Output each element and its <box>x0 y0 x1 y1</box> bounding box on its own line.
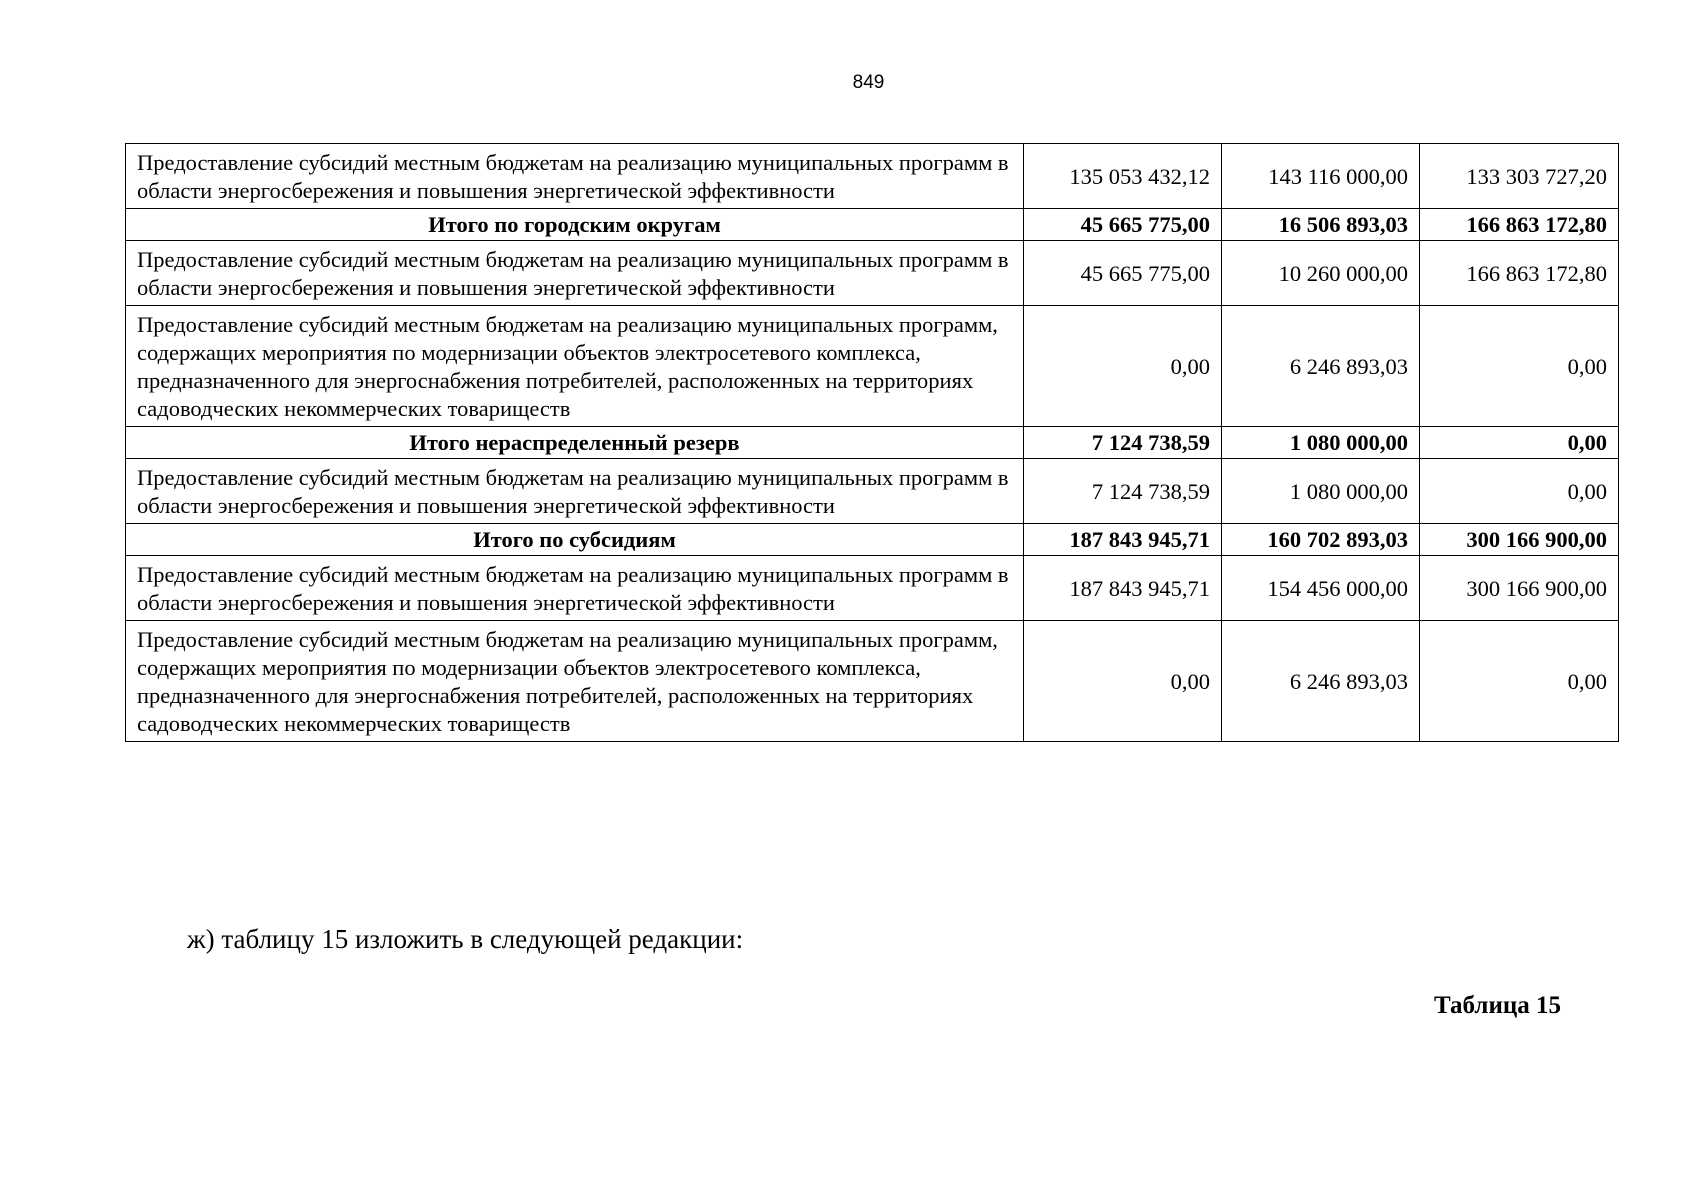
row-value-1: 45 665 775,00 <box>1024 209 1222 241</box>
table-row <box>126 144 1619 209</box>
table-row <box>126 241 1619 306</box>
table-row <box>126 306 1619 427</box>
row-value-3: 0,00 <box>1420 621 1619 742</box>
row-value-2: 154 456 000,00 <box>1222 556 1420 621</box>
row-value-2: 6 246 893,03 <box>1222 621 1420 742</box>
row-value-1: 45 665 775,00 <box>1024 241 1222 306</box>
row-name: Итого по городским округам <box>126 209 1024 241</box>
row-value-3: 300 166 900,00 <box>1420 524 1619 556</box>
row-name: Итого по субсидиям <box>126 524 1024 556</box>
row-name: Предоставление субсидий местным бюджетам на реализацию муниципальных программ в области энергосбережения и повышения энергетической эффективности <box>126 556 1024 621</box>
budget-table <box>125 143 1619 742</box>
row-value-2: 6 246 893,03 <box>1222 306 1420 427</box>
table-row-total <box>126 524 1619 556</box>
table-row <box>126 556 1619 621</box>
row-value-3: 166 863 172,80 <box>1420 209 1619 241</box>
row-value-3: 0,00 <box>1420 459 1619 524</box>
row-value-1: 7 124 738,59 <box>1024 459 1222 524</box>
row-value-1: 7 124 738,59 <box>1024 427 1222 459</box>
instruction-text: ж) таблицу 15 изложить в следующей редакции: <box>187 924 744 954</box>
page-number: 849 <box>852 72 885 93</box>
row-value-2: 143 116 000,00 <box>1222 144 1420 209</box>
row-value-1: 0,00 <box>1024 306 1222 427</box>
row-value-1: 187 843 945,71 <box>1024 524 1222 556</box>
row-value-2: 160 702 893,03 <box>1222 524 1420 556</box>
row-value-1: 0,00 <box>1024 621 1222 742</box>
row-value-1: 187 843 945,71 <box>1024 556 1222 621</box>
row-name: Предоставление субсидий местным бюджетам на реализацию муниципальных программ, содержащих мероприятия по модернизации объектов электросетевого комплекса, предназначенного для энергоснабжения потребителей, расположенных на территориях садоводческих некоммерческих товариществ <box>126 621 1024 742</box>
row-value-3: 300 166 900,00 <box>1420 556 1619 621</box>
row-name: Предоставление субсидий местным бюджетам на реализацию муниципальных программ, содержащих мероприятия по модернизации объектов электросетевого комплекса, предназначенного для энергоснабжения потребителей, расположенных на территориях садоводческих некоммерческих товариществ <box>126 306 1024 427</box>
row-name: Предоставление субсидий местным бюджетам на реализацию муниципальных программ в области энергосбережения и повышения энергетической эффективности <box>126 144 1024 209</box>
row-name: Итого нераспределенный резерв <box>126 427 1024 459</box>
table-row <box>126 459 1619 524</box>
table-row-total <box>126 427 1619 459</box>
row-name: Предоставление субсидий местным бюджетам на реализацию муниципальных программ в области энергосбережения и повышения энергетической эффективности <box>126 459 1024 524</box>
row-value-2: 1 080 000,00 <box>1222 459 1420 524</box>
row-name: Предоставление субсидий местным бюджетам на реализацию муниципальных программ в области энергосбережения и повышения энергетической эффективности <box>126 241 1024 306</box>
row-value-2: 10 260 000,00 <box>1222 241 1420 306</box>
table-caption: Таблица 15 <box>1434 992 1562 1019</box>
row-value-3: 166 863 172,80 <box>1420 241 1619 306</box>
row-value-3: 0,00 <box>1420 306 1619 427</box>
row-value-2: 16 506 893,03 <box>1222 209 1420 241</box>
table-row <box>126 621 1619 742</box>
row-value-2: 1 080 000,00 <box>1222 427 1420 459</box>
row-value-3: 0,00 <box>1420 427 1619 459</box>
row-value-3: 133 303 727,20 <box>1420 144 1619 209</box>
table-row-total <box>126 209 1619 241</box>
row-value-1: 135 053 432,12 <box>1024 144 1222 209</box>
